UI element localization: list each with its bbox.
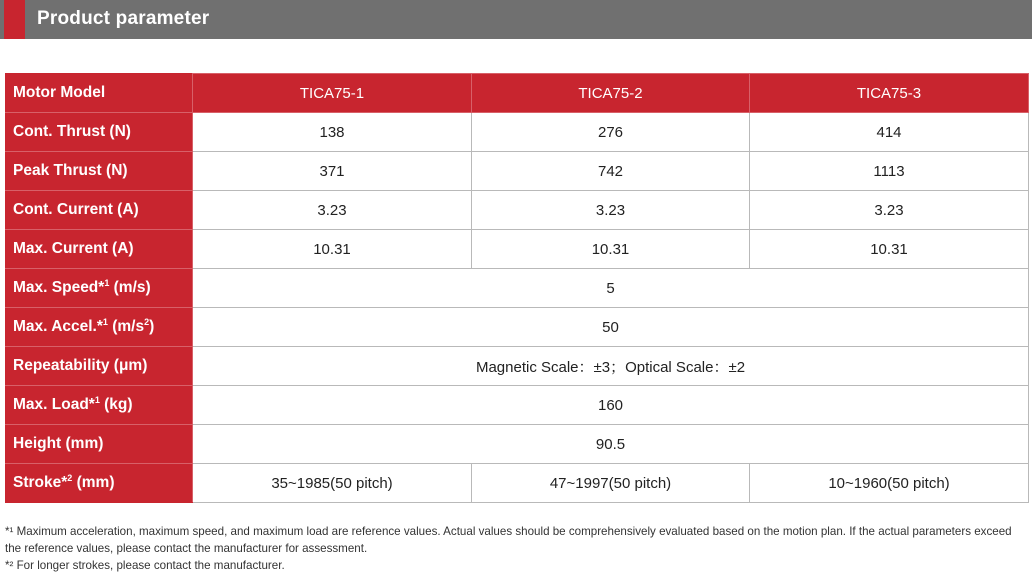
value-cell-merged: 5: [193, 269, 1029, 308]
product-parameter-table: [5, 73, 1029, 503]
footnotes: [5, 523, 1030, 574]
row-label-motor-model: Motor Model: [6, 74, 193, 113]
value-cell: 3.23: [750, 191, 1029, 230]
unit-exponent: 2: [144, 317, 150, 327]
label-unit: (mm): [72, 474, 115, 491]
value-cell: 1113: [750, 152, 1029, 191]
footnote-1: [5, 523, 1030, 557]
label-unit: (m/s: [107, 318, 145, 335]
footnote-mark: *²: [5, 559, 14, 572]
footnote-mark: *¹: [5, 525, 14, 538]
row-label-height: Height (mm): [6, 425, 193, 464]
value-cell: 47~1997(50 pitch): [472, 464, 750, 503]
footnote-text: For longer strokes, please contact the manufacturer.: [13, 559, 285, 572]
value-cell: 10~1960(50 pitch): [750, 464, 1029, 503]
label-text: Stroke*: [13, 474, 68, 491]
model-name-cell: TICA75-1: [193, 74, 472, 113]
value-cell: 742: [472, 152, 750, 191]
value-cell-merged: 90.5: [193, 425, 1029, 464]
row-label-stroke: [6, 464, 193, 503]
footnote-ref: 1: [94, 395, 100, 405]
table-row-height: [6, 425, 1029, 464]
footnote-ref: 1: [102, 317, 108, 327]
footnote-text: Maximum acceleration, maximum speed, and maximum load are reference values. Actual values should be comprehensively evaluated based on the motion plan. If the actual parameters exceed the reference values, please contact the manufacturer for assessment.: [5, 525, 1012, 555]
value-cell: 35~1985(50 pitch): [193, 464, 472, 503]
row-label-max-load: [6, 386, 193, 425]
footnote-ref: 2: [67, 473, 73, 483]
table-row-peak-thrust: [6, 152, 1029, 191]
label-text: Max. Load*: [13, 396, 95, 413]
footnote-2: [5, 557, 1030, 574]
value-cell-merged: 50: [193, 308, 1029, 347]
row-label-max-current: Max. Current (A): [6, 230, 193, 269]
value-cell: 10.31: [193, 230, 472, 269]
label-text: Max. Speed*: [13, 279, 105, 296]
footnote-ref: 1: [104, 278, 110, 288]
table-row-stroke: [6, 464, 1029, 503]
table-row-repeatability: [6, 347, 1029, 386]
value-cell: 10.31: [472, 230, 750, 269]
row-label-peak-thrust: Peak Thrust (N): [6, 152, 193, 191]
row-label-max-speed: [6, 269, 193, 308]
value-cell: 3.23: [472, 191, 750, 230]
table-row-max-speed: [6, 269, 1029, 308]
value-cell: 371: [193, 152, 472, 191]
value-cell: 3.23: [193, 191, 472, 230]
label-unit: (m/s): [109, 279, 151, 296]
row-label-max-accel: [6, 308, 193, 347]
table-row-cont-thrust: [6, 113, 1029, 152]
value-cell-merged: Magnetic Scale：±3；Optical Scale：±2: [193, 347, 1029, 386]
model-name-cell: TICA75-3: [750, 74, 1029, 113]
value-cell: 414: [750, 113, 1029, 152]
table-row-max-current: [6, 230, 1029, 269]
model-name-cell: TICA75-2: [472, 74, 750, 113]
table-row-max-load: [6, 386, 1029, 425]
value-cell: 138: [193, 113, 472, 152]
section-header-accent: [4, 0, 25, 39]
value-cell-merged: 160: [193, 386, 1029, 425]
section-title: Product parameter: [37, 8, 210, 29]
row-label-cont-thrust: Cont. Thrust (N): [6, 113, 193, 152]
table-row-max-accel: [6, 308, 1029, 347]
value-cell: 10.31: [750, 230, 1029, 269]
row-label-cont-current: Cont. Current (A): [6, 191, 193, 230]
row-label-repeatability: Repeatability (μm): [6, 347, 193, 386]
label-text: Max. Accel.*: [13, 318, 103, 335]
value-cell: 276: [472, 113, 750, 152]
table-row-cont-current: [6, 191, 1029, 230]
label-unit: (kg): [99, 396, 133, 413]
label-unit-close: ): [149, 318, 155, 335]
table-row-motor-model: [6, 74, 1029, 113]
